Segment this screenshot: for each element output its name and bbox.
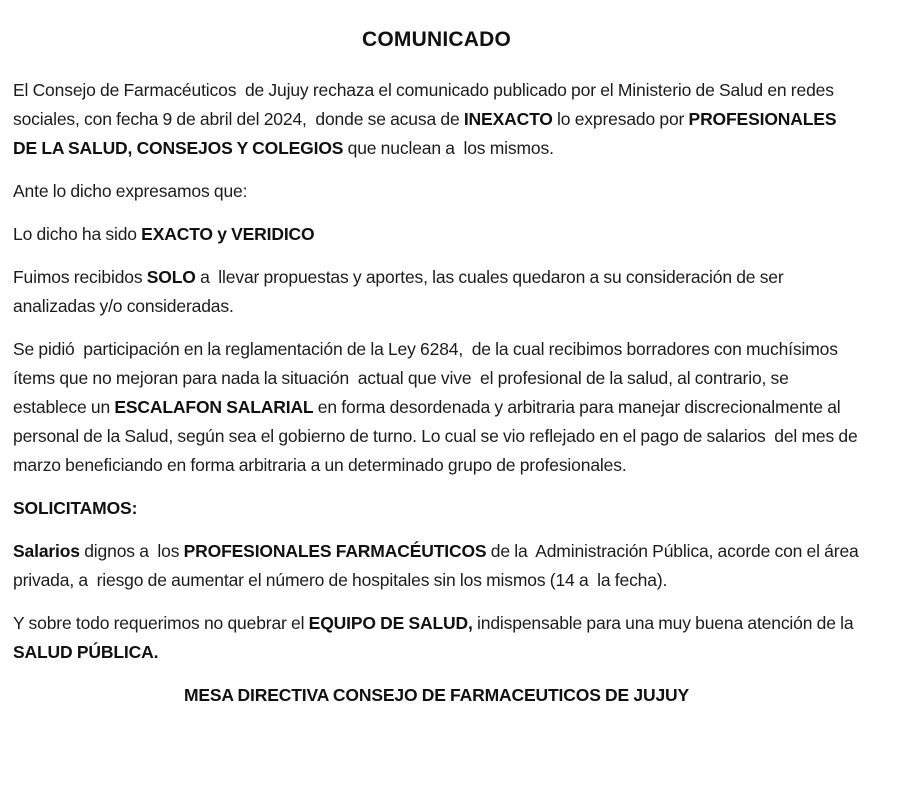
text-run: PROFESIONALES FARMACÉUTICOS (183, 541, 487, 561)
text-run: SOLICITAMOS: (13, 498, 138, 518)
text-run: a llevar propuestas y aportes, las cuales quedaron a su consideración de ser analizadas y/o consideradas. (13, 267, 788, 316)
text-run: El Consejo de Farmacéuticos de Jujuy rechaza el comunicado publicado por el Ministerio de Salud en redes sociales, con fecha 9 de abril del 2024, donde se acusa de (13, 80, 839, 129)
paragraph (13, 537, 863, 595)
paragraph (13, 220, 860, 249)
text-run: Lo dicho ha sido (13, 224, 142, 244)
text-run: en forma desordenada y arbitraria para manejar discrecionalmente al personal de la Salud, según sea el gobierno de turno. Lo cual se vio reflejado en el pago de salarios del mes de marzo beneficiando en forma arbitraria a un determinado grupo de profesionales. (13, 397, 862, 475)
text-run: Se pidió participación en la reglamentación de la Ley 6284, de la cual recibimos borradores con muchísimos ítems que no mejoran para nada la situación actual que vive el profesional de la salud, al contrario, se establece un (13, 339, 843, 417)
paragraph (13, 263, 860, 321)
text-run: Fuimos recibidos (13, 267, 147, 287)
text-run: Salarios (13, 541, 80, 561)
text-run: ESCALAFON SALARIAL (114, 397, 314, 417)
text-run: SOLO (146, 267, 196, 287)
paragraph (13, 494, 860, 523)
document-body (13, 76, 863, 710)
text-run: MESA DIRECTIVA CONSEJO DE FARMACEUTICOS DE JUJUY (183, 685, 690, 705)
text-run: SALUD PÚBLICA. (13, 642, 159, 662)
text-run: indispensable para una muy buena atención de la (472, 613, 858, 633)
page-title: COMUNICADO (362, 28, 511, 51)
paragraph (13, 177, 860, 206)
text-run: EQUIPO DE SALUD, (308, 613, 473, 633)
text-run: que nuclean a los mismos. (343, 138, 554, 158)
text-run: INEXACTO (463, 109, 553, 129)
text-run: lo expresado por (552, 109, 689, 129)
paragraph (13, 335, 860, 480)
paragraph (13, 76, 860, 163)
text-run: dignos a los (79, 541, 184, 561)
text-run: EXACTO y VERIDICO (141, 224, 315, 244)
text-run: Y sobre todo requerimos no quebrar el (13, 613, 309, 633)
text-run: Ante lo dicho expresamos que: (13, 181, 248, 201)
paragraph (13, 609, 860, 667)
text-run: de la Administración Pública, acorde con el área privada, a riesgo de aumentar el número de hospitales sin los mismos (14 a la fecha). (13, 541, 863, 590)
text-run: PROFESIONALES DE LA SALUD, CONSEJOS Y COLEGIOS (13, 109, 841, 158)
paragraph (13, 681, 860, 710)
